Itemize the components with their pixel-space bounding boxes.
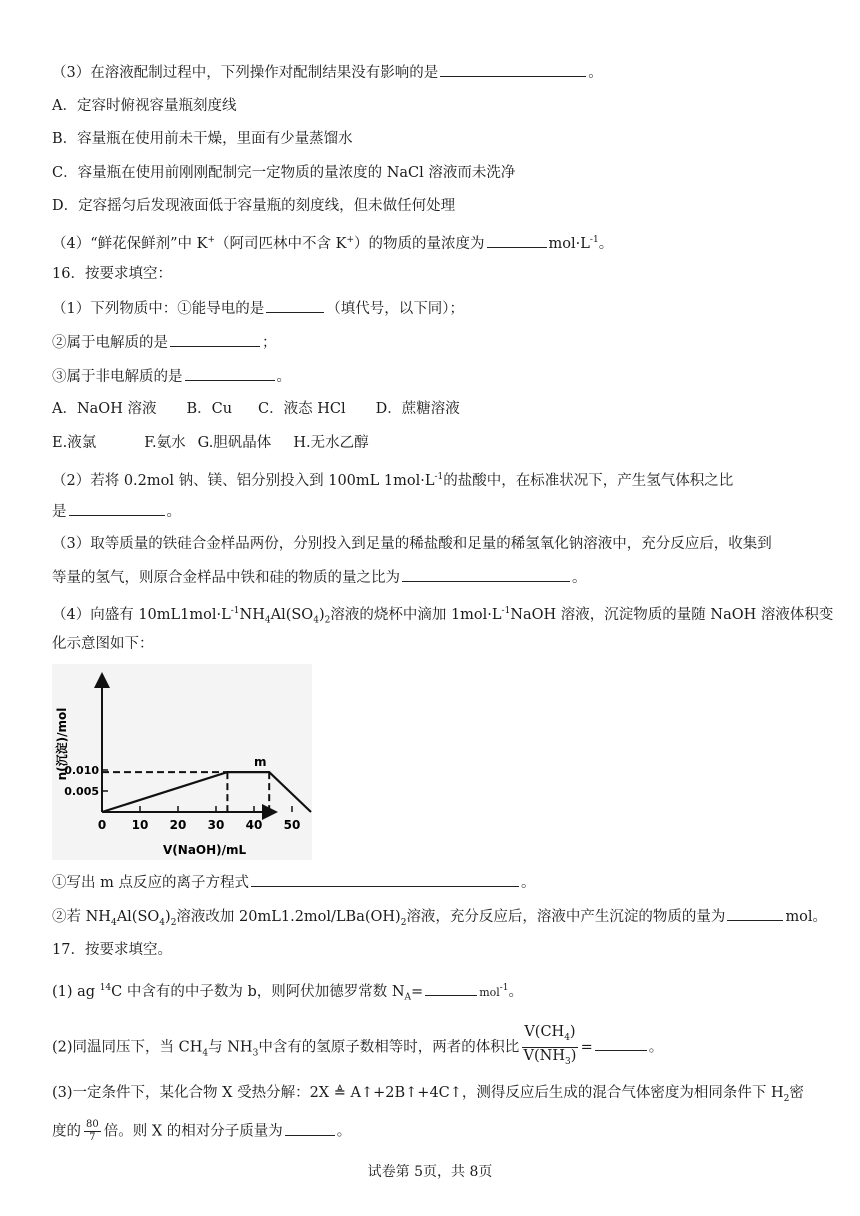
q15-4-stem: （4）“鲜花保鲜剂”中 K+（阿司匹林中不含 K+）的物质的量浓度为 $mol\cdot L^{-1}$。 <box>52 230 820 254</box>
q17-1: (1) ag $^{14}$C 中含有的中子数为 b，则阿伏加德罗常数 $N_A= mol^{-1}$。 <box>52 978 820 1008</box>
answer-blank[interactable] <box>595 1036 647 1051</box>
q16-3-answer: 等量的氢气，则原合金样品中铁和硅的物质的量之比为 。 <box>52 567 820 588</box>
density-fraction: $\frac{80}{7}$ <box>86 1119 99 1143</box>
answer-blank[interactable] <box>425 981 477 996</box>
q16-1-stem: （1）下列物质中：①能导电的是 （填代号，以下同）； <box>52 298 820 319</box>
answer-blank[interactable] <box>487 233 547 248</box>
q16-3-stem: （3）取等质量的铁硅合金样品两份，分别投入到足量的稀盐酸和足量的稀氢氧化钠溶液中，充分反应后，收集到 <box>52 536 772 552</box>
answer-blank[interactable] <box>440 62 586 77</box>
q17-3: (3)一定条件下，某化合物 X 受热分解：2X ≜ A↑+2B↑+4C↑，测得反应后生成的混合气体密度为相同条件下 $H_2$密 <box>52 1085 804 1104</box>
q16-options-row1: A．NaOH 溶液 B．Cu C．液态 HCl D．蔗糖溶液 <box>52 401 460 417</box>
answer-blank[interactable] <box>69 501 165 516</box>
q16-title: 16．按要求填空： <box>52 266 172 282</box>
x-tick-label: 20 <box>169 818 187 832</box>
x-tick-label: 40 <box>245 818 263 832</box>
q15-option-b: B．容量瓶在使用前未干燥，里面有少量蒸馏水 <box>52 131 353 147</box>
y-tick-label: 0.010 <box>64 764 99 777</box>
y-axis-label: n(沉淀)/mol <box>55 707 69 781</box>
q17-2: (2)同温同压下，当 $CH_4$与 $NH_3$中含有的氢原子数相等时，两者的体积比 $\frac{V(CH_4)}{V(NH_3)}$ = 。 <box>52 1024 820 1071</box>
x-axis-label: V(NaOH)/mL <box>163 843 247 857</box>
answer-blank[interactable] <box>402 567 570 582</box>
answer-blank[interactable] <box>285 1121 335 1136</box>
q16-4-sub2: ②若 $NH_4Al(SO_4)_2$溶液改加 $20mL1.2mol/LBa(OH)_2$溶液，充分反应后，溶液中产生沉淀的物质的量为 mol。 <box>52 906 820 933</box>
q17-title: 17．按要求填空。 <box>52 942 172 958</box>
q17-3-cont: 度的 $\frac{80}{7}$ 倍。则 X 的相对分子质量为 。 <box>52 1119 352 1143</box>
answer-blank[interactable] <box>170 332 260 347</box>
precipitate-chart <box>52 664 312 860</box>
q16-options-row2: E.液氯 F.氨水 G.胆矾晶体 H.无水乙醇 <box>52 435 369 451</box>
answer-blank[interactable] <box>251 872 519 887</box>
q15-option-d: D．定容摇匀后发现液面低于容量瓶的刻度线，但未做任何处理 <box>52 198 456 214</box>
answer-blank[interactable] <box>727 906 783 921</box>
q16-4-stem-cont: 化示意图如下： <box>52 636 154 652</box>
q16-1-part3: ③属于非电解质的是 。 <box>52 366 820 387</box>
page-footer: 试卷第 5页，共 8页 <box>367 1164 493 1180</box>
answer-blank[interactable] <box>185 366 275 381</box>
q15-3-stem: （3）在溶液配制过程中，下列操作对配制结果没有影响的是 。 <box>52 62 820 83</box>
x-tick-label: 10 <box>131 818 149 832</box>
x-tick-label: 0 <box>97 818 107 832</box>
x-tick-label: 50 <box>283 818 301 832</box>
chart-svg <box>52 664 312 860</box>
q16-2-answer: 是 。 <box>52 501 820 522</box>
x-tick-label: 30 <box>207 818 225 832</box>
q15-option-c: C．容量瓶在使用前刚刚配制完一定物质的量浓度的 NaCl 溶液而未洗净 <box>52 165 516 181</box>
answer-blank[interactable] <box>266 298 324 313</box>
y-tick-label: 0.005 <box>64 785 99 798</box>
point-m-label: m <box>254 755 267 770</box>
series-line <box>102 772 311 812</box>
q16-2-stem: （2）若将 0.2mol 钠、镁、铝分别投入到 100mL $1mol\cdot L^{-1}$的盐酸中，在标准状况下，产生氢气体积之比 <box>52 472 734 489</box>
q16-1-part2: ②属于电解质的是 ； <box>52 332 820 353</box>
q15-option-a: A．定容时俯视容量瓶刻度线 <box>52 98 237 114</box>
q16-4-sub1: ①写出 m 点反应的离子方程式 。 <box>52 872 820 893</box>
q16-4-stem: （4）向盛有 $10mL1mol\cdot L^{-1}NH_4Al(SO_4)_2$溶液的烧杯中滴加 $1mol\cdot L^{-1}NaOH$ 溶液，沉淀物质的量随 NaOH 溶液体积变 <box>52 606 834 626</box>
volume-ratio-fraction: $\frac{V(CH_4)}{V(NH_3)}$ <box>523 1024 577 1067</box>
